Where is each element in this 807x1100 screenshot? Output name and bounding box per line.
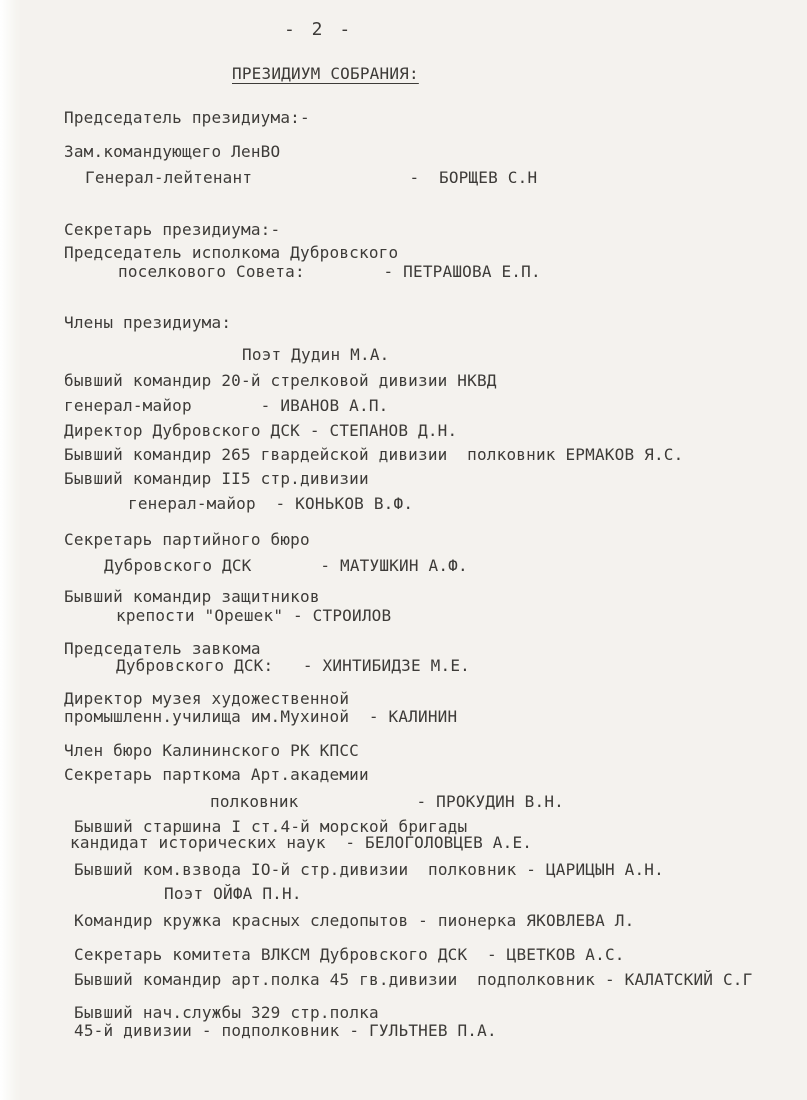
text-line: генерал-майор - ИВАНОВ А.П. xyxy=(64,396,389,415)
text-line: Директор музея художественной xyxy=(64,689,350,708)
text-line: Председатель президиума:- xyxy=(64,108,310,127)
text-line: Зам.командующего ЛенВО xyxy=(64,142,281,161)
text-line: Бывший старшина I ст.4-й морской бригады xyxy=(74,817,468,836)
text-line: Командир кружка красных следопытов - пионерка ЯКОВЛЕВА Л. xyxy=(74,911,635,930)
text-line: Председатель завкома xyxy=(64,639,261,658)
text-line: генерал-майор - КОНЬКОВ В.Ф. xyxy=(128,494,414,513)
document-title: ПРЕЗИДИУМ СОБРАНИЯ: xyxy=(232,64,419,83)
text-line: бывший командир 20-й стрелковой дивизии НКВД xyxy=(64,371,497,390)
text-line: Бывший командир II5 стр.дивизии xyxy=(64,469,369,488)
text-line: Бывший командир защитников xyxy=(64,587,320,606)
text-line: Дубровского ДСК: - ХИНТИБИДЗЕ М.Е. xyxy=(116,656,470,675)
text-line: Генерал-лейтенант - БОРЩЕВ С.Н xyxy=(85,168,538,187)
text-line: поселкового Совета: - ПЕТРАШОВА Е.П. xyxy=(118,262,541,281)
text-line: крепости "Орешек" - СТРОИЛОВ xyxy=(116,606,392,625)
text-line: Председатель исполкома Дубровского xyxy=(64,243,399,262)
text-line: Бывший командир 265 гвардейской дивизии полковник ЕРМАКОВ Я.С. xyxy=(64,445,684,464)
text-line: Секретарь комитета ВЛКСМ Дубровского ДСК - ЦВЕТКОВ А.С. xyxy=(74,945,625,964)
text-line: Дубровского ДСК - МАТУШКИН А.Ф. xyxy=(104,556,468,575)
text-line: Члены президиума: xyxy=(64,313,232,332)
text-line: Секретарь парткома Арт.академии xyxy=(64,765,369,784)
text-line: Секретарь партийного бюро xyxy=(64,530,310,549)
text-line: Член бюро Калининского РК КПСС xyxy=(64,741,359,760)
text-line: Бывший нач.службы 329 стр.полка xyxy=(74,1003,379,1022)
text-line: кандидат исторических наук - БЕЛОГОЛОВЦЕВ А.Е. xyxy=(70,833,533,852)
text-line: Поэт ОЙФА П.Н. xyxy=(164,884,302,903)
text-line: Бывший ком.взвода IO-й стр.дивизии полковник - ЦАРИЦЫН А.Н. xyxy=(74,860,664,879)
text-line: Директор Дубровского ДСК - СТЕПАНОВ Д.Н. xyxy=(64,421,458,440)
text-line: Секретарь президиума:- xyxy=(64,220,281,239)
text-line: 45-й дивизии - подполковник - ГУЛЬТНЕВ П.А. xyxy=(74,1021,497,1040)
text-line: Поэт Дудин М.А. xyxy=(242,345,390,364)
text-line: Бывший командир арт.полка 45 гв.дивизии подполковник - КАЛАТСКИЙ С.Г xyxy=(74,970,753,989)
text-line: промышленн.училища им.Мухиной - КАЛИНИН xyxy=(64,707,458,726)
text-line: полковник - ПРОКУДИН В.Н. xyxy=(210,792,564,811)
page-number: - 2 - xyxy=(284,19,354,40)
